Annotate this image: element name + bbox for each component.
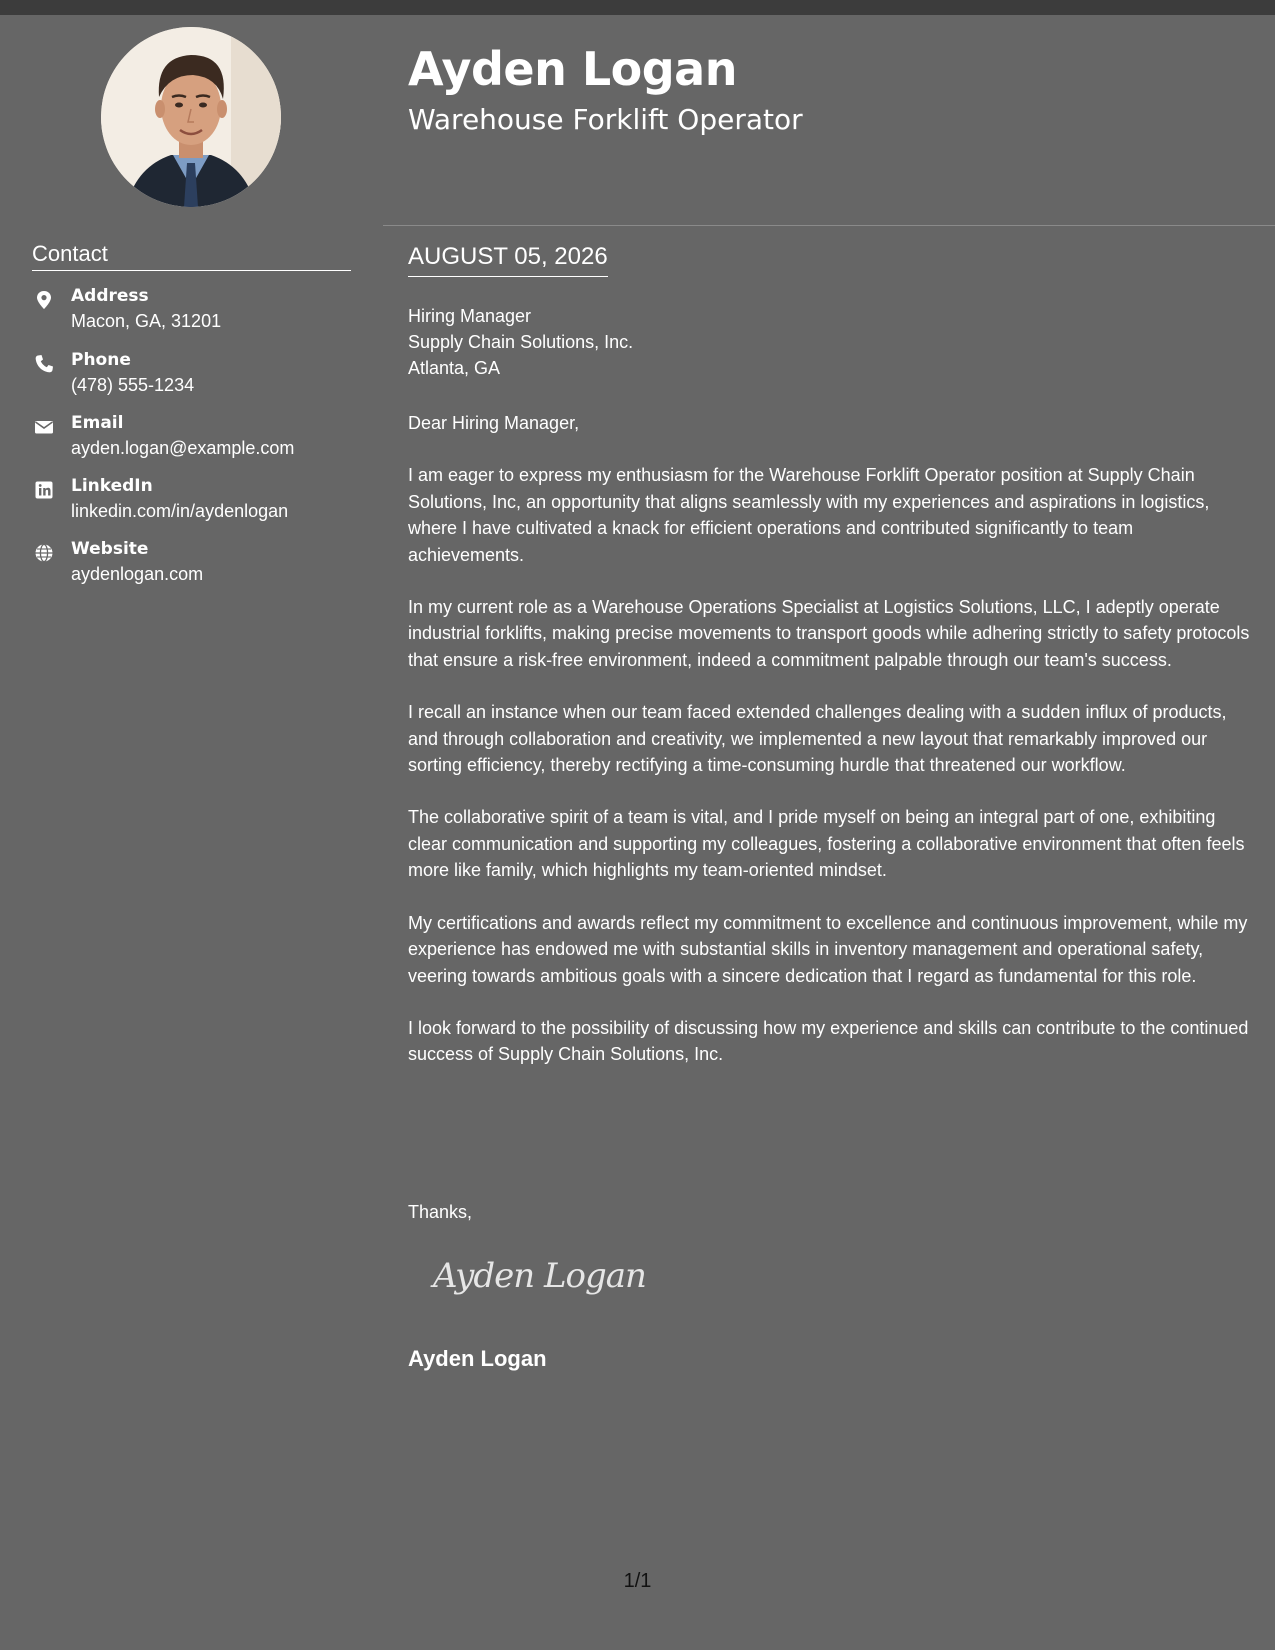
- body-paragraph: I look forward to the possibility of discussing how my experience and skills can contribute to the continued success of Supply Chain Solutions, Inc.: [408, 1017, 1249, 1065]
- body-paragraph: My certifications and awards reflect my commitment to excellence and continuous improvement, while my experience has endowed me with substantial skills in inventory management and operational safety, veering towards ambitious goals with a sincere dedication that I regard as fundamental for this role.: [408, 912, 1248, 986]
- envelope-icon: [34, 417, 54, 437]
- linkedin-icon: [34, 480, 54, 500]
- globe-icon: [34, 543, 54, 563]
- handwritten-signature: Ayden Logan: [433, 1256, 646, 1296]
- contact-value[interactable]: aydenlogan.com: [71, 564, 204, 584]
- body-paragraph: I am eager to express my enthusiasm for the Warehouse Forklift Operator position at Supply Chain Solutions, Inc, an opportunity that aligns seamlessly with my experiences and aspirations in logistics, where I have cultivated a knack for efficient operations and contributed significantly to team achievements.: [408, 465, 1210, 565]
- closing: Thanks,: [408, 1202, 473, 1222]
- contact-item-address: [32, 286, 362, 338]
- contact-value: (478) 555-1234: [71, 375, 195, 395]
- page-number: 1/1: [623, 1570, 652, 1592]
- recipient-line: Atlanta, GA: [408, 358, 501, 378]
- recipient-block: [408, 303, 633, 381]
- body-paragraph: In my current role as a Warehouse Operations Specialist at Logistics Solutions, LLC, I adeptly operate industrial forklifts, making precise movements to transport goods while adhering strictly to safety protocols that ensure a risk-free environment, indeed a commitment palpable through our team's success.: [408, 597, 1250, 670]
- candidate-name: Ayden Logan: [408, 42, 737, 96]
- contact-label: Email: [71, 413, 124, 433]
- phone-icon: [34, 354, 54, 374]
- letter-body: [408, 410, 1254, 1094]
- top-bar: [0, 0, 1275, 15]
- contact-heading: Contact: [32, 241, 351, 271]
- contact-value: Macon, GA, 31201: [71, 311, 222, 331]
- header-divider: [383, 225, 1275, 226]
- contact-label: LinkedIn: [71, 476, 153, 496]
- map-pin-icon: [34, 290, 54, 310]
- salutation: Dear Hiring Manager,: [408, 413, 580, 433]
- contact-item-phone: [32, 350, 362, 402]
- signer-name: Ayden Logan: [408, 1346, 547, 1371]
- contact-label: Phone: [71, 350, 131, 370]
- contact-label: Address: [71, 286, 149, 306]
- body-paragraph: I recall an instance when our team faced extended challenges dealing with a sudden influx of products, and through collaboration and creativity, we implemented a new layout that remarkably improved our sorting efficiency, thereby rectifying a time-consuming hurdle that threatened our workflow.: [408, 702, 1227, 776]
- contact-value[interactable]: linkedin.com/in/aydenlogan: [71, 501, 289, 521]
- profile-photo-illustration: [101, 27, 281, 207]
- contact-item-website: [32, 539, 362, 591]
- recipient-line: Supply Chain Solutions, Inc.: [408, 332, 634, 352]
- contact-value: ayden.logan@example.com: [71, 438, 295, 458]
- letter-date: AUGUST 05, 2026: [408, 243, 608, 277]
- contact-item-linkedin: [32, 476, 362, 528]
- recipient-line: Hiring Manager: [408, 306, 532, 326]
- job-title: Warehouse Forklift Operator: [408, 103, 803, 136]
- contact-item-email: [32, 413, 362, 465]
- body-paragraph: The collaborative spirit of a team is vital, and I pride myself on being an integral part of one, exhibiting clear communication and supporting my colleagues, fostering a collaborative environment that often feels more like family, which highlights my team-oriented mindset.: [408, 807, 1245, 881]
- contact-label: Website: [71, 539, 149, 559]
- profile-photo: [101, 27, 281, 207]
